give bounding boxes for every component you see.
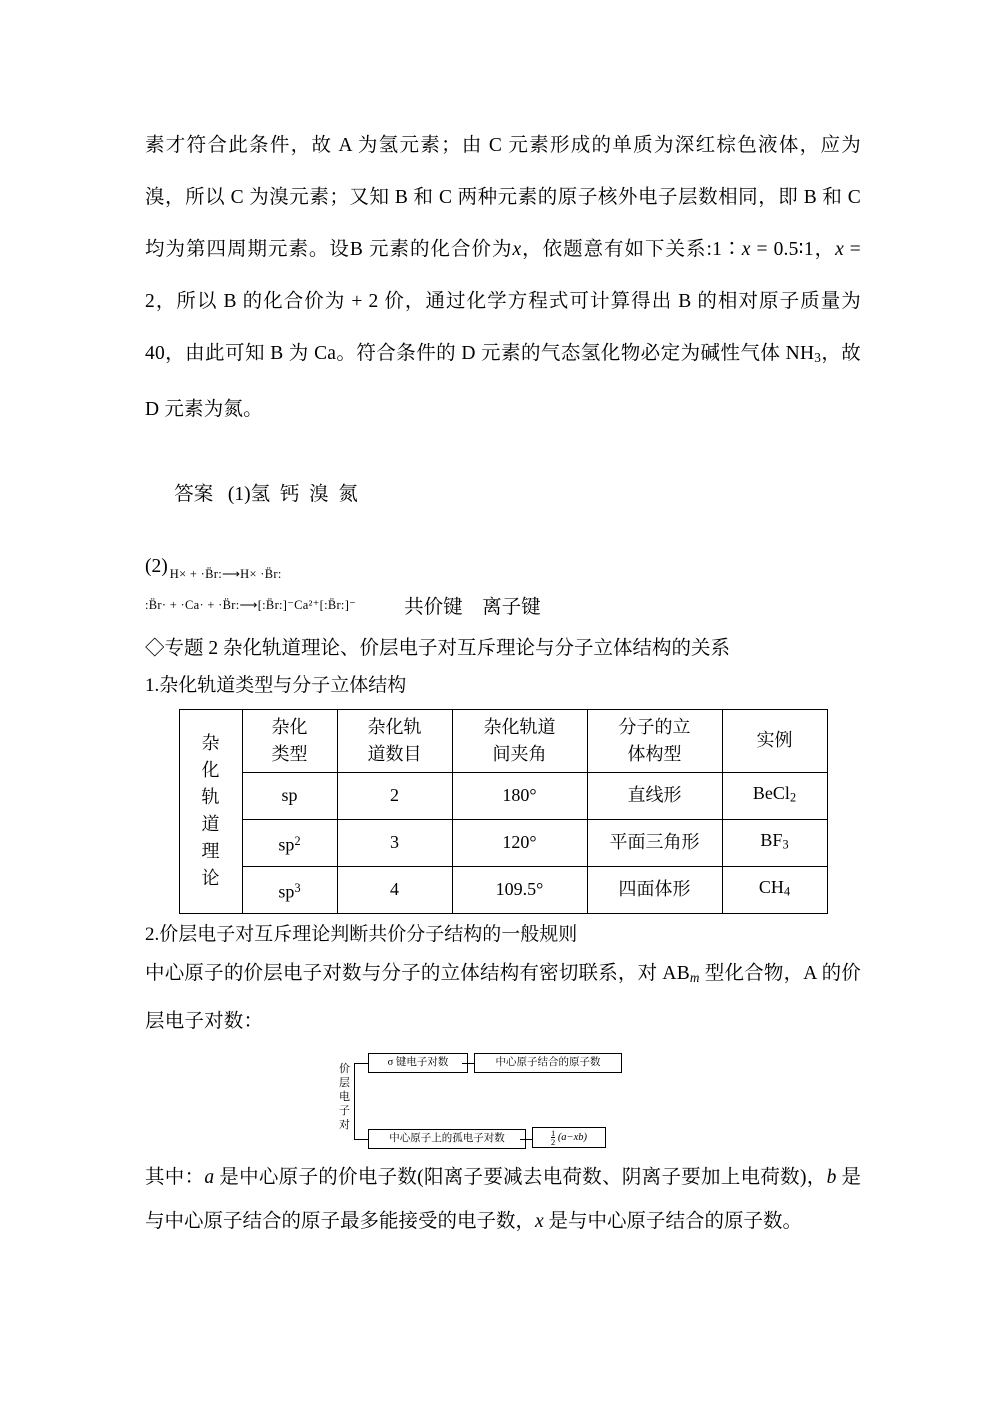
subheading-2: 2.价层电子对互斥理论判断共价分子结构的一般规则 xyxy=(145,923,578,945)
table-row xyxy=(179,866,827,913)
header-hybrid-type: 杂化 类型 xyxy=(242,709,337,772)
subheading-1: 1.杂化轨道类型与分子立体结构 xyxy=(145,674,407,696)
cell-molecular-shape: 平面三角形 xyxy=(587,819,722,866)
cell-molecular-shape: 直线形 xyxy=(587,772,722,819)
answer-label: 答案 xyxy=(174,483,214,505)
table-row xyxy=(179,819,827,866)
cell-molecular-shape: 四面体形 xyxy=(587,866,722,913)
fraction-half: $\frac{1}{2}$ xyxy=(550,1127,556,1147)
paragraph-text-line1: 素才符合此条件，故 A 为氢元素；由 C 元素形成的单质为深红棕色液体，应为溴，所以 C 为溴元素；又知 B 和 C 两种元素的原子核外电子层数相同，即 B 和 C 均为第四周期元素。设B 元素的化合价为x，依题意有如下关系:1∶x = 0.5∶1，x = 2，所以 B 的化合价为 + 2 价，通过化学方程式可计算得出 B 的相对原子质量为 40，由此可知 B 为 Ca。符合条件的 D 元素的气态氢化物必定为碱性气体 $NH_3$，故 D 元素为氮。 xyxy=(145,135,862,420)
header-bond-angle: 杂化轨道 间夹角 xyxy=(452,709,587,772)
cell-hybrid-type: $sp^3$ xyxy=(242,866,337,913)
flowchart-wrap xyxy=(145,1058,861,1146)
cell-hybrid-type: $sp^2$ xyxy=(242,819,337,866)
ionic-formula-image: :B̈r· + ·Ca· + ·B̈r:⟶[:B̈r:]⁻Ca²⁺[:B̈r:]⁻ xyxy=(145,597,357,612)
cell-bond-angle: 109.5° xyxy=(452,866,587,913)
hybrid-orbital-table xyxy=(179,709,828,914)
cell-hybrid-type: sp xyxy=(242,772,337,819)
flow-line-bottom xyxy=(354,1139,368,1140)
bond-type-labels: 共价键 离子键 xyxy=(404,596,541,618)
cell-orbital-count: 4 xyxy=(337,866,452,913)
flow-connector-top xyxy=(462,1063,474,1064)
table-header-row xyxy=(179,709,827,772)
answer-content-1: (1)氢 钙 溴 氮 xyxy=(227,483,358,505)
answer-2-row xyxy=(145,552,861,589)
cell-example: $CH_4$ xyxy=(722,866,827,913)
vsepr-flowchart xyxy=(338,1058,668,1146)
flow-box-atoms: 中心原子结合的原子数 xyxy=(474,1053,622,1073)
cell-example: $BF_3$ xyxy=(722,819,827,866)
topic-heading: ◇专题 2 杂化轨道理论、价层电子对互斥理论与分子立体结构的关系 xyxy=(145,637,731,659)
header-orbital-count: 杂化轨 道数目 xyxy=(337,709,452,772)
paragraph-vsepr: 中心原子的价层电子对数与分子的立体结构有密切联系，对 $AB_m$ 型化合物，A 的价层电子对数： xyxy=(145,962,862,1032)
cell-bond-angle: 180° xyxy=(452,772,587,819)
flow-box-lone-pairs: 中心原子上的孤电子对数 xyxy=(368,1129,526,1149)
cell-orbital-count: 2 xyxy=(337,772,452,819)
answer-line xyxy=(145,444,861,546)
document-content xyxy=(145,120,861,1244)
flow-formula-expr: (a−xb) xyxy=(557,1131,588,1143)
table-row-label-cell: 杂 化 轨 道 理 论 xyxy=(179,709,242,913)
flow-bracket-vertical xyxy=(354,1063,355,1139)
covalent-formula-image: H× + ·B̈r:⟶H× ·B̈r: xyxy=(169,566,282,581)
header-molecular-shape: 分子的立 体构型 xyxy=(587,709,722,772)
footnote-paragraph: 其中：a 是中心原子的价电子数(阳离子要减去电荷数、阴离子要加上电荷数)，b 是与中心原子结合的原子最多能接受的电子数，x 是与中心原子结合的原子数。 xyxy=(145,1166,861,1232)
answer-2-label: (2) xyxy=(145,555,168,577)
table-row xyxy=(179,772,827,819)
answer-2-row-2 xyxy=(145,591,861,619)
flow-box-formula xyxy=(532,1127,606,1148)
flow-connector-bottom xyxy=(520,1139,532,1140)
cell-bond-angle: 120° xyxy=(452,819,587,866)
cell-orbital-count: 3 xyxy=(337,819,452,866)
cell-example: BeCl$_2$ xyxy=(722,772,827,819)
flow-box-sigma: σ 键电子对数 xyxy=(368,1053,468,1073)
flow-left-label: 价 层 电 子 对 xyxy=(339,1062,350,1131)
header-example: 实例 xyxy=(722,709,827,772)
flow-line-top xyxy=(354,1063,368,1064)
paragraph-explanation xyxy=(145,120,861,436)
